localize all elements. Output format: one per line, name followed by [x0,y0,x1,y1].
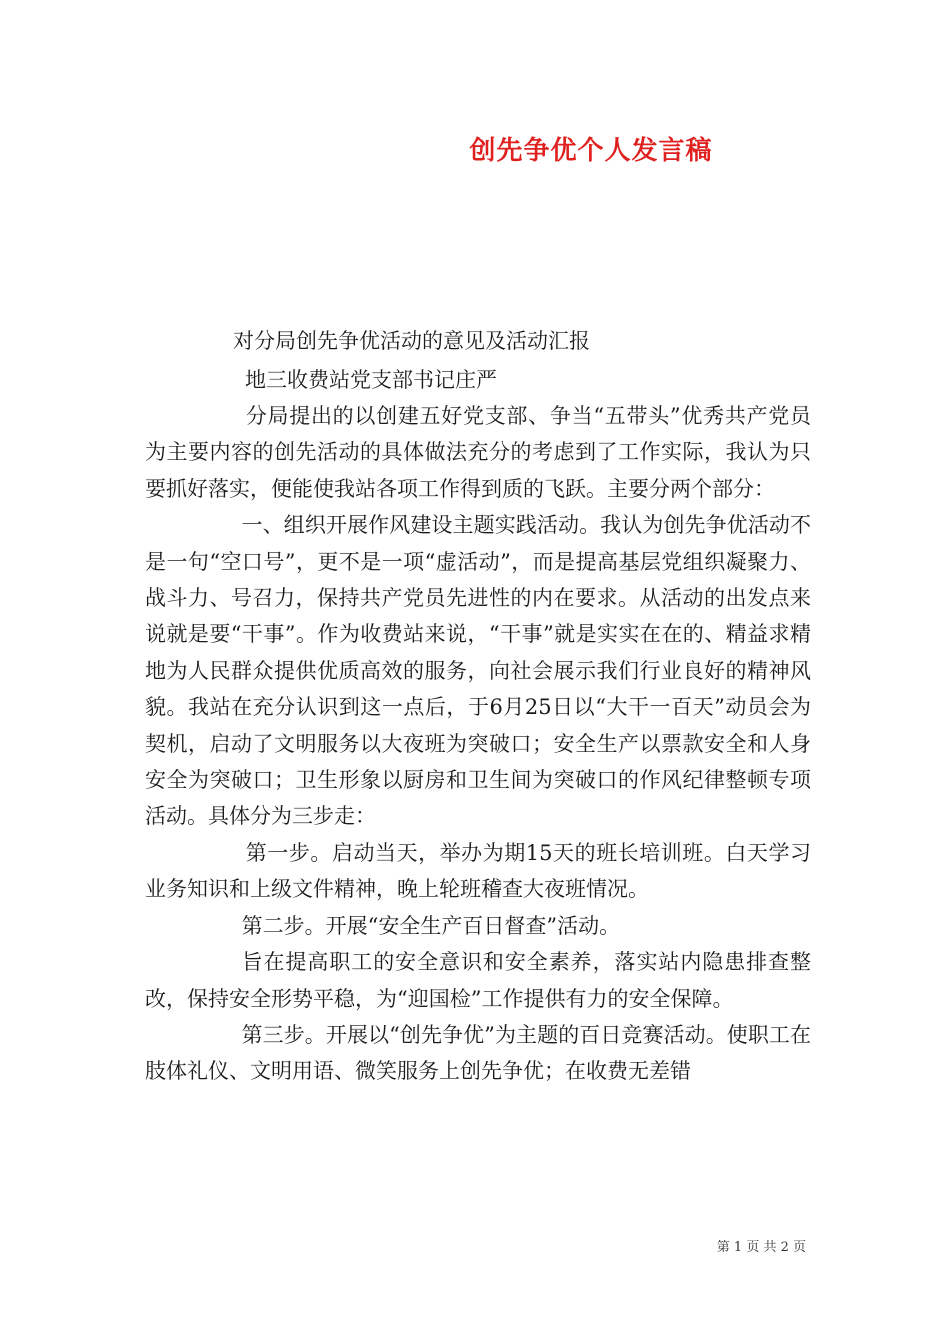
paragraph-intro: 分局提出的以创建五好党支部、争当“五带头”优秀共产党员为主要内容的创先活动的具体做法充分的考虑到了工作实际，我认为只要抓好落实，便能使我站各项工作得到质的飞跃。主要分两个部分： [145,404,811,501]
paragraph-step-three: 第三步。开展以“创先争优”为主题的百日竞赛活动。使职工在肢体礼仪、文明用语、微笑服务上创先争优；在收费无差错 [145,1022,811,1084]
page-number: 第 1 页 共 2 页 [716,1240,806,1255]
paragraph-safety: 旨在提高职工的安全意识和安全素养，落实站内隐患排查整改，保持安全形势平稳，为“迎国检”工作提供有力的安全保障。 [145,950,811,1011]
paragraph-section-one: 一、组织开展作风建设主题实践活动。我认为创先争优活动不是一句“空口号”，更不是一项“虚活动”，而是提高基层党组织凝聚力、战斗力、号召力，保持共产党员先进性的内在要求。从活动的出发点来说就是要“干事”。作为收费站来说，“干事”就是实实在在的、精益求精地为人民群众提供优质高效的服务，向社会展示我们行业良好的精神风貌。我站在充分认识到这一点后，于6月25日以“大干一百天”动员会为契机，启动了文明服务以大夜班为突破口；安全生产以票款安全和人身安全为突破口；卫生形象以厨房和卫生间为突破口的作风纪律整顿专项活动。具体分为三步走： [145,513,811,829]
paragraph-step-one: 第一步。启动当天，举办为期15天的班长培训班。白天学习业务知识和上级文件精神，晚上轮班稽查大夜班情况。 [145,840,811,902]
paragraph-step-two: 第二步。开展“安全生产百日督查”活动。 [241,913,621,938]
document-author: 地三收费站党支部书记庄严 [245,368,497,392]
document-subtitle: 对分局创先争优活动的意见及活动汇报 [233,329,590,353]
document-title: 创先争优个人发言稿 [469,136,713,166]
document-body [145,398,811,1090]
